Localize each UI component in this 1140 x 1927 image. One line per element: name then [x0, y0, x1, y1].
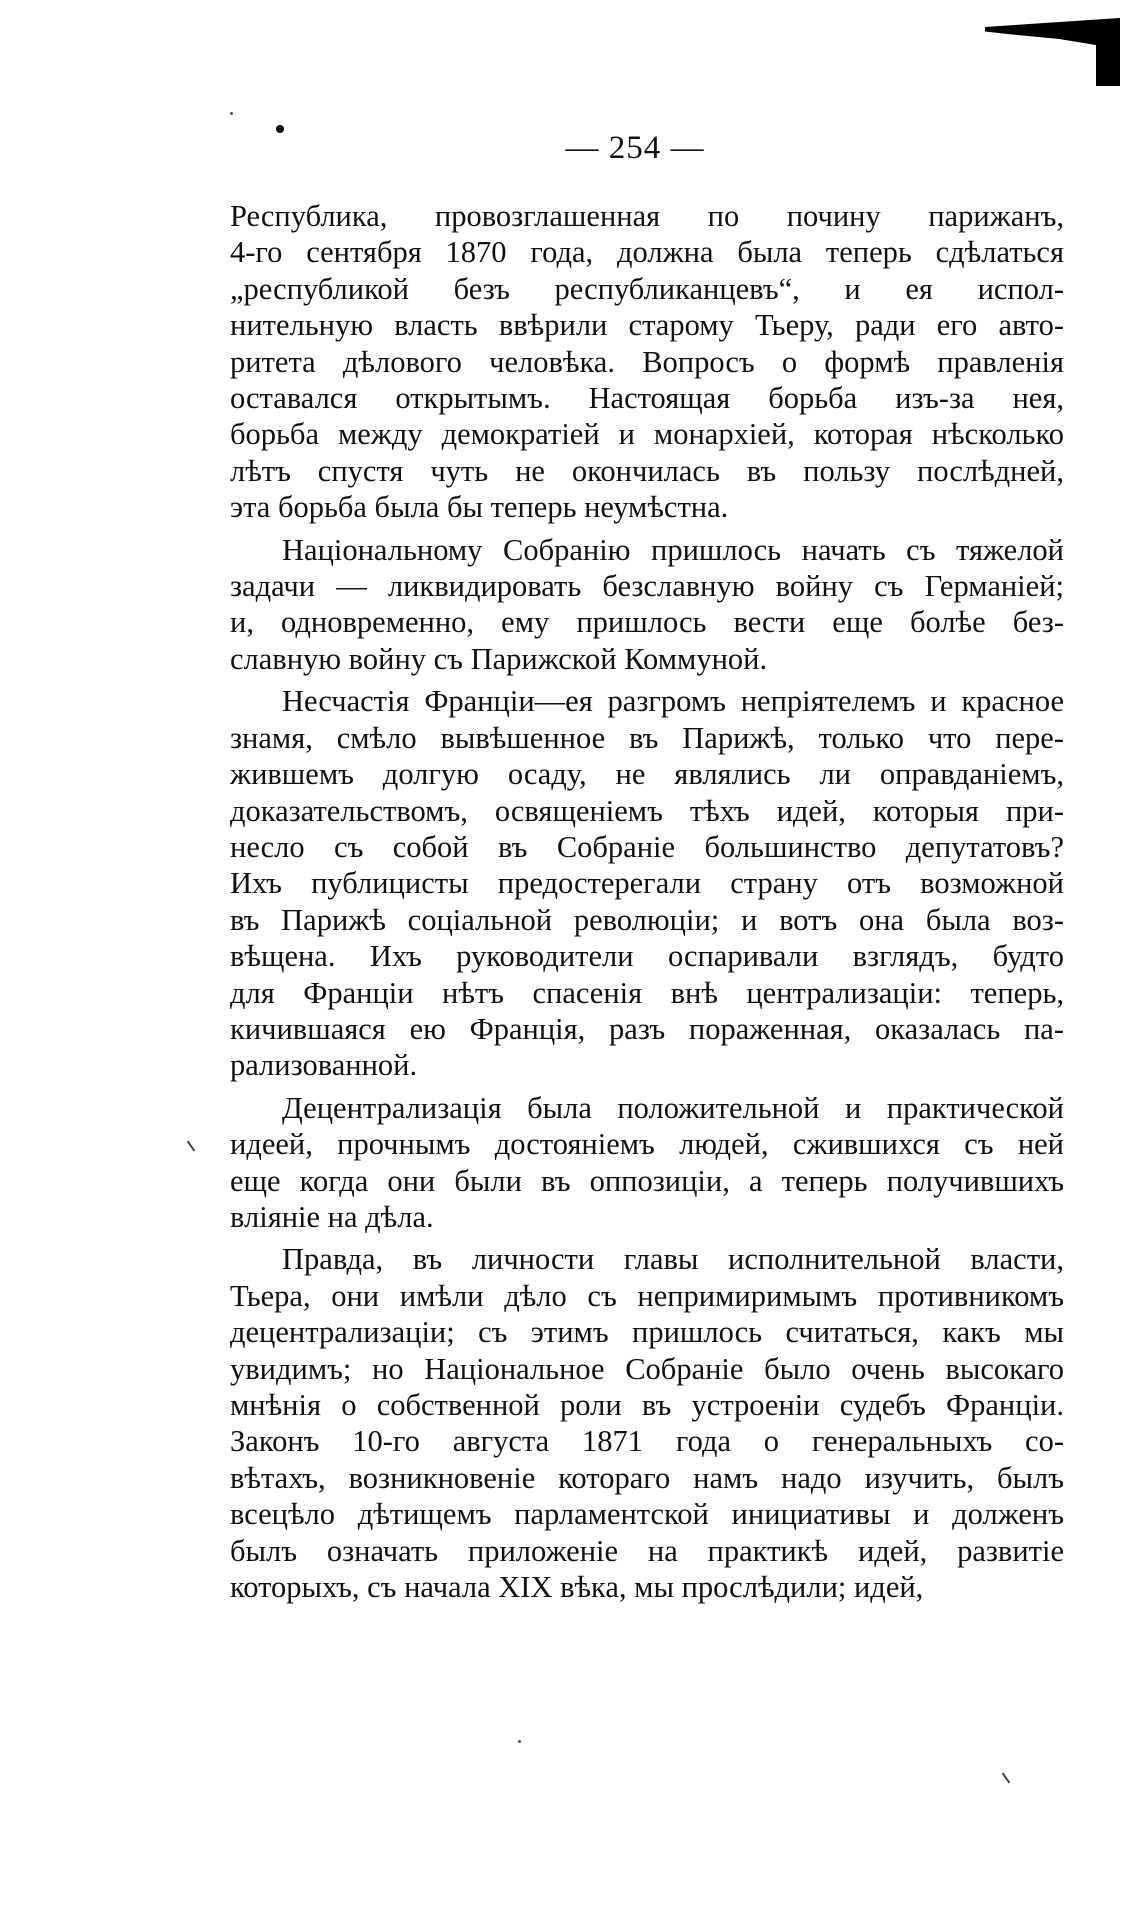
text-line: борьба между демократіей и монархіей, которая нѣсколько: [230, 417, 1064, 452]
text-line: мнѣнія о собственной роли въ устроеніи судебъ Франціи.: [230, 1388, 1064, 1422]
text-line: оставался открытымъ. Настоящая борьба изъ-за нея,: [230, 381, 1064, 416]
text-line: жившемъ долгую осаду, не являлись ли оправданіемъ,: [230, 757, 1064, 792]
text-line: которыхъ, съ начала XIX вѣка, мы прослѣдили; идей,: [230, 1570, 924, 1605]
text-line: „республикой безъ республиканцевъ“, и ея испол-: [230, 271, 1064, 306]
text-line: несло съ собой въ Собраніе большинство депутатовъ?: [230, 829, 1064, 864]
paragraph: [230, 198, 1064, 526]
text-line: всецѣло дѣтищемъ парламентской инициативы и долженъ: [230, 1497, 1064, 1532]
text-line: 4-го сентября 1870 года, должна была теперь сдѣлаться: [230, 235, 1064, 270]
page-number: — 254 —: [565, 130, 705, 166]
text-line: Несчастія Франціи—ея разгромъ непріятелемъ и красное: [282, 684, 1064, 719]
body-text: [230, 198, 1064, 1611]
text-line: увидимъ; но Національное Собраніе было очень высокаго: [230, 1351, 1064, 1386]
text-line: знамя, смѣло вывѣшенное въ Парижѣ, только что пере-: [230, 720, 1064, 755]
text-line: Тьера, они имѣли дѣло съ непримиримымъ противникомъ: [230, 1278, 1064, 1313]
text-line: ритета дѣлового человѣка. Вопросъ о формѣ правленія: [230, 344, 1064, 379]
scan-speck: [518, 1740, 521, 1743]
text-line: Ихъ публицисты предостерегали страну отъ возможной: [230, 866, 1064, 901]
text-line: децентрализаціи; съ этимъ пришлось считаться, какъ мы: [230, 1315, 1064, 1350]
text-line: Законъ 10-го августа 1871 года о генеральныхъ со-: [230, 1424, 1064, 1459]
text-line: Національному Собранію пришлось начать съ тяжелой: [282, 532, 1064, 567]
paragraph: [230, 532, 1064, 678]
text-line: для Франціи нѣтъ спасенія внѣ централизаціи: теперь,: [230, 975, 1064, 1010]
text-line: рализованной.: [230, 1048, 418, 1083]
text-line: былъ означать приложеніе на практикѣ идей, развитіе: [230, 1533, 1064, 1568]
text-line: славную войну съ Парижской Коммуной.: [230, 641, 768, 676]
text-line: Правда, въ личности главы исполнительной власти,: [282, 1242, 1064, 1277]
text-line: кичившаяся ею Франція, разъ пораженная, оказалась па-: [230, 1011, 1064, 1046]
paragraph: [230, 1090, 1064, 1236]
text-line: вѣтахъ, возникновеніе котораго намъ надо изучить, былъ: [230, 1460, 1064, 1495]
text-line: вѣщена. Ихъ руководители оспаривали взглядъ, будто: [230, 939, 1064, 974]
text-line: доказательствомъ, освященіемъ тѣхъ идей, которыя при-: [230, 793, 1064, 828]
text-line: идеей, прочнымъ достояніемъ людей, сжившихся съ ней: [230, 1127, 1064, 1162]
scan-corner-drip: [1096, 40, 1120, 86]
text-line: въ Парижѣ соціальной революціи; и вотъ она была воз-: [230, 902, 1064, 937]
paragraph: [230, 683, 1064, 1083]
text-line: нительную власть ввѣрили старому Тьеру, ради его авто-: [230, 308, 1064, 343]
paragraph: [230, 1241, 1064, 1605]
text-line: и, одновременно, ему пришлось вести еще болѣе без-: [230, 605, 1064, 640]
scan-speck: [230, 112, 233, 115]
text-line: задачи — ликвидировать безславную войну съ Германіей;: [230, 569, 1064, 604]
text-line: вліяніе на дѣла.: [230, 1199, 434, 1234]
text-line: Децентрализація была положительной и практической: [282, 1090, 1064, 1125]
scan-tick: [187, 1141, 196, 1152]
text-line: Республика, провозглашенная по почину парижанъ,: [230, 199, 1064, 233]
text-line: эта борьба была бы теперь неумѣстна.: [230, 490, 729, 525]
text-line: лѣтъ спустя чуть не окончилась въ пользу послѣдней,: [230, 453, 1064, 488]
scan-tick: [1002, 1773, 1011, 1784]
text-line: еще когда они были въ оппозиціи, а теперь получившихъ: [230, 1163, 1064, 1198]
